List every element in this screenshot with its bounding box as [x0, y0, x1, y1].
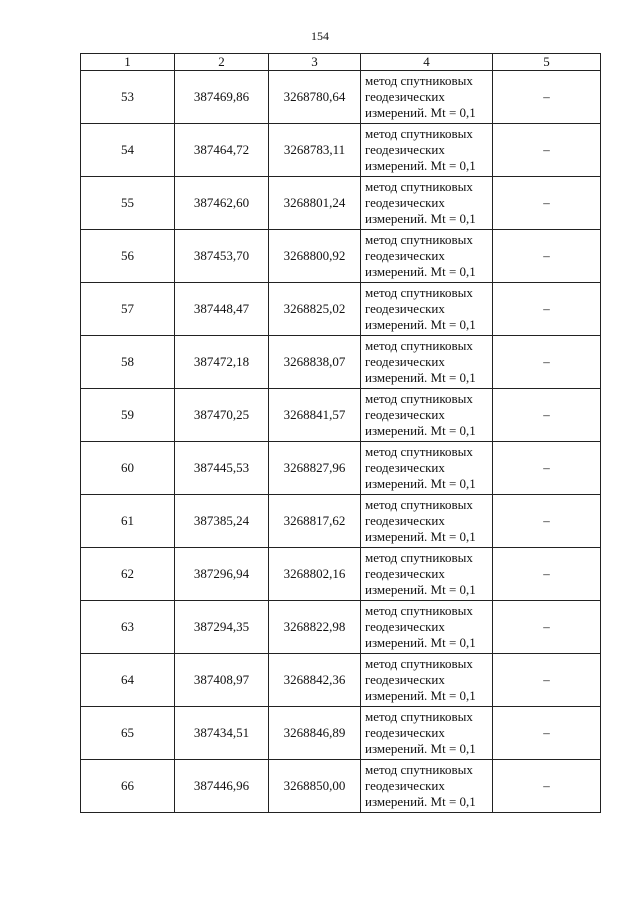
x-coordinate-cell: 387469,86	[175, 71, 269, 124]
x-coordinate-cell: 387462,60	[175, 177, 269, 230]
x-coordinate-cell: 387445,53	[175, 442, 269, 495]
table-row	[81, 707, 601, 760]
table-header-row	[81, 54, 601, 71]
table-body	[81, 71, 601, 813]
method-line: измерений. Mt = 0,1	[365, 794, 476, 809]
point-number-cell: 63	[81, 601, 175, 654]
method-cell	[361, 654, 493, 707]
method-line: измерений. Mt = 0,1	[365, 529, 476, 544]
column-header-1: 1	[81, 54, 175, 71]
method-cell	[361, 71, 493, 124]
x-coordinate-cell: 387446,96	[175, 760, 269, 813]
method-line: геодезических	[365, 778, 445, 793]
method-line: измерений. Mt = 0,1	[365, 423, 476, 438]
coordinates-table	[80, 53, 601, 813]
method-line: метод спутниковых	[365, 179, 473, 194]
method-line: измерений. Mt = 0,1	[365, 635, 476, 650]
note-cell: –	[493, 336, 601, 389]
note-cell: –	[493, 707, 601, 760]
method-line: геодезических	[365, 513, 445, 528]
method-line: геодезических	[365, 619, 445, 634]
note-cell: –	[493, 124, 601, 177]
method-line: метод спутниковых	[365, 656, 473, 671]
point-number-cell: 61	[81, 495, 175, 548]
y-coordinate-cell: 3268822,98	[269, 601, 361, 654]
y-coordinate-cell: 3268838,07	[269, 336, 361, 389]
table-row	[81, 71, 601, 124]
method-cell	[361, 495, 493, 548]
method-cell	[361, 230, 493, 283]
column-header-5: 5	[493, 54, 601, 71]
point-number-cell: 55	[81, 177, 175, 230]
column-header-4: 4	[361, 54, 493, 71]
method-line: измерений. Mt = 0,1	[365, 105, 476, 120]
table-row	[81, 389, 601, 442]
method-line: измерений. Mt = 0,1	[365, 211, 476, 226]
note-cell: –	[493, 71, 601, 124]
method-cell	[361, 707, 493, 760]
point-number-cell: 66	[81, 760, 175, 813]
method-cell	[361, 548, 493, 601]
method-cell	[361, 336, 493, 389]
method-line: измерений. Mt = 0,1	[365, 741, 476, 756]
y-coordinate-cell: 3268827,96	[269, 442, 361, 495]
method-line: геодезических	[365, 301, 445, 316]
method-line: метод спутниковых	[365, 762, 473, 777]
method-cell	[361, 389, 493, 442]
method-line: метод спутниковых	[365, 391, 473, 406]
method-line: измерений. Mt = 0,1	[365, 317, 476, 332]
note-cell: –	[493, 442, 601, 495]
method-cell	[361, 760, 493, 813]
method-line: метод спутниковых	[365, 550, 473, 565]
note-cell: –	[493, 283, 601, 336]
y-coordinate-cell: 3268780,64	[269, 71, 361, 124]
method-line: измерений. Mt = 0,1	[365, 264, 476, 279]
x-coordinate-cell: 387294,35	[175, 601, 269, 654]
x-coordinate-cell: 387470,25	[175, 389, 269, 442]
point-number-cell: 65	[81, 707, 175, 760]
y-coordinate-cell: 3268825,02	[269, 283, 361, 336]
method-line: измерений. Mt = 0,1	[365, 476, 476, 491]
point-number-cell: 57	[81, 283, 175, 336]
method-cell	[361, 442, 493, 495]
y-coordinate-cell: 3268783,11	[269, 124, 361, 177]
method-line: метод спутниковых	[365, 709, 473, 724]
y-coordinate-cell: 3268802,16	[269, 548, 361, 601]
method-line: измерений. Mt = 0,1	[365, 158, 476, 173]
method-line: метод спутниковых	[365, 338, 473, 353]
table-row	[81, 283, 601, 336]
method-line: метод спутниковых	[365, 603, 473, 618]
x-coordinate-cell: 387434,51	[175, 707, 269, 760]
x-coordinate-cell: 387472,18	[175, 336, 269, 389]
table-row	[81, 495, 601, 548]
method-line: геодезических	[365, 142, 445, 157]
note-cell: –	[493, 654, 601, 707]
table-row	[81, 336, 601, 389]
point-number-cell: 60	[81, 442, 175, 495]
method-cell	[361, 124, 493, 177]
note-cell: –	[493, 177, 601, 230]
note-cell: –	[493, 601, 601, 654]
column-header-2: 2	[175, 54, 269, 71]
table-row	[81, 177, 601, 230]
table-row	[81, 442, 601, 495]
x-coordinate-cell: 387296,94	[175, 548, 269, 601]
y-coordinate-cell: 3268846,89	[269, 707, 361, 760]
method-line: геодезических	[365, 248, 445, 263]
y-coordinate-cell: 3268801,24	[269, 177, 361, 230]
method-line: геодезических	[365, 195, 445, 210]
column-header-3: 3	[269, 54, 361, 71]
x-coordinate-cell: 387448,47	[175, 283, 269, 336]
method-line: геодезических	[365, 672, 445, 687]
point-number-cell: 54	[81, 124, 175, 177]
table-row	[81, 601, 601, 654]
point-number-cell: 64	[81, 654, 175, 707]
y-coordinate-cell: 3268800,92	[269, 230, 361, 283]
method-line: метод спутниковых	[365, 73, 473, 88]
note-cell: –	[493, 230, 601, 283]
x-coordinate-cell: 387385,24	[175, 495, 269, 548]
y-coordinate-cell: 3268842,36	[269, 654, 361, 707]
page-number: 154	[311, 29, 329, 43]
method-line: геодезических	[365, 725, 445, 740]
x-coordinate-cell: 387453,70	[175, 230, 269, 283]
y-coordinate-cell: 3268841,57	[269, 389, 361, 442]
method-line: геодезических	[365, 460, 445, 475]
method-line: метод спутниковых	[365, 497, 473, 512]
method-line: геодезических	[365, 566, 445, 581]
method-cell	[361, 283, 493, 336]
note-cell: –	[493, 495, 601, 548]
note-cell: –	[493, 548, 601, 601]
point-number-cell: 56	[81, 230, 175, 283]
method-line: геодезических	[365, 89, 445, 104]
method-line: измерений. Mt = 0,1	[365, 582, 476, 597]
table-row	[81, 230, 601, 283]
table-row	[81, 124, 601, 177]
method-cell	[361, 177, 493, 230]
table-row	[81, 548, 601, 601]
point-number-cell: 58	[81, 336, 175, 389]
method-line: геодезических	[365, 407, 445, 422]
method-line: метод спутниковых	[365, 444, 473, 459]
table-row	[81, 654, 601, 707]
method-line: геодезических	[365, 354, 445, 369]
note-cell: –	[493, 760, 601, 813]
method-line: метод спутниковых	[365, 285, 473, 300]
method-cell	[361, 601, 493, 654]
point-number-cell: 59	[81, 389, 175, 442]
method-line: метод спутниковых	[365, 126, 473, 141]
y-coordinate-cell: 3268817,62	[269, 495, 361, 548]
x-coordinate-cell: 387408,97	[175, 654, 269, 707]
table-row	[81, 760, 601, 813]
method-line: метод спутниковых	[365, 232, 473, 247]
method-line: измерений. Mt = 0,1	[365, 688, 476, 703]
y-coordinate-cell: 3268850,00	[269, 760, 361, 813]
method-line: измерений. Mt = 0,1	[365, 370, 476, 385]
point-number-cell: 62	[81, 548, 175, 601]
point-number-cell: 53	[81, 71, 175, 124]
note-cell: –	[493, 389, 601, 442]
x-coordinate-cell: 387464,72	[175, 124, 269, 177]
